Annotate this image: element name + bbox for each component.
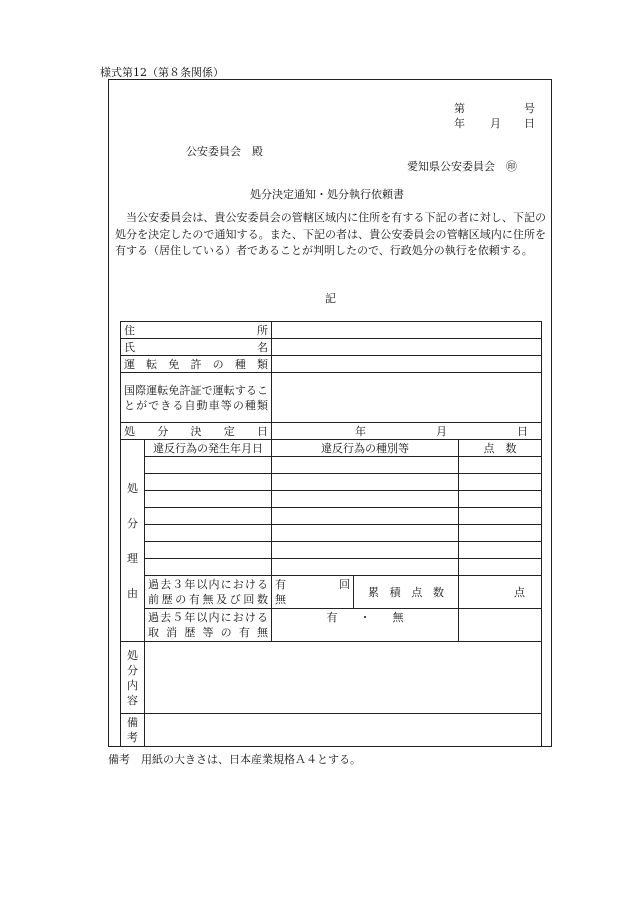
- violation-date-cell[interactable]: [145, 491, 272, 508]
- violation-points-cell[interactable]: [459, 474, 542, 491]
- violation-date-cell[interactable]: [145, 457, 272, 474]
- col-violation-date-header: 違反行為の発生年月日: [145, 440, 272, 457]
- date-month-label: 月: [490, 117, 501, 130]
- date-day-label: 日: [524, 117, 535, 130]
- violation-type-cell[interactable]: [272, 474, 459, 491]
- revocation-extra-cell: [459, 609, 542, 642]
- violation-points-cell[interactable]: [459, 559, 542, 576]
- document-number-suffix: 号: [524, 102, 535, 115]
- decision-date-field[interactable]: [272, 423, 542, 440]
- revocation-history-field[interactable]: 有 ・ 無: [272, 609, 459, 642]
- violation-date-cell[interactable]: [145, 559, 272, 576]
- intl-license-label: 国際運転免許証で運転することができる自動車等の種類: [121, 373, 272, 423]
- points-unit-label: 点: [514, 585, 526, 599]
- prior-no-label: 無: [275, 593, 286, 606]
- footer-note: 備考 用紙の大きさは、日本産業規格Ａ４とする。: [108, 753, 361, 766]
- violation-points-cell[interactable]: [459, 542, 542, 559]
- address-field[interactable]: [272, 322, 542, 339]
- date-year-label: 年: [454, 117, 465, 130]
- sender: 愛知県公安委員会 ㊞: [407, 160, 517, 173]
- name-label: 氏 名: [121, 339, 272, 356]
- remarks-label: 備 考: [121, 714, 145, 747]
- form-number: 様式第12（第８条関係）: [100, 66, 224, 79]
- license-type-label: 運転免許の種類: [121, 356, 272, 373]
- decision-year-label: 年: [355, 424, 366, 438]
- license-type-field[interactable]: [272, 356, 542, 373]
- content-label: 処 分 内 容: [121, 642, 145, 714]
- registration-table: [120, 321, 542, 747]
- prior-history-field[interactable]: [272, 576, 354, 609]
- violation-date-cell[interactable]: [145, 542, 272, 559]
- address-label: 住 所: [121, 322, 272, 339]
- violation-points-cell[interactable]: [459, 457, 542, 474]
- document-title: 処分決定通知・処分執行依頼書: [250, 188, 404, 201]
- intl-license-field[interactable]: [272, 373, 542, 423]
- violation-type-cell[interactable]: [272, 457, 459, 474]
- ki-heading: 記: [325, 292, 336, 305]
- violation-date-cell[interactable]: [145, 525, 272, 542]
- violation-type-cell[interactable]: [272, 508, 459, 525]
- prior-yes-label: 有: [275, 578, 286, 591]
- document-number-prefix: 第: [454, 102, 465, 115]
- prior-count-label: 回: [339, 578, 350, 591]
- cumulative-points-label: 累積点数: [354, 576, 459, 609]
- decision-month-label: 月: [436, 424, 447, 438]
- violation-points-cell[interactable]: [459, 525, 542, 542]
- violation-type-cell[interactable]: [272, 559, 459, 576]
- violation-points-cell[interactable]: [459, 508, 542, 525]
- decision-date-label: 処分決定日: [121, 423, 272, 440]
- revocation-history-label: 過去５年以内における取消歴等の有無: [145, 609, 272, 642]
- violation-type-cell[interactable]: [272, 542, 459, 559]
- violation-date-cell[interactable]: [145, 474, 272, 491]
- violation-type-cell[interactable]: [272, 491, 459, 508]
- reason-label: 処 分 理 由: [121, 440, 145, 642]
- addressee: 公安委員会 殿: [186, 145, 263, 158]
- cumulative-points-field[interactable]: [459, 576, 542, 609]
- content-field[interactable]: [145, 642, 542, 714]
- decision-day-label: 日: [517, 424, 528, 438]
- body-paragraph: 当公安委員会は、貴公安委員会の管轄区域内に住所を有する下記の者に対し、下記の処分を決定したので通知する。また、下記の者は、貴公安委員会の管轄区域内に住所を有する（居住している）者であることが判明したので、行政処分の執行を依頼する。: [115, 211, 546, 257]
- remarks-field[interactable]: [145, 714, 542, 747]
- prior-history-label: 過去３年以内における前歴の有無及び回数: [145, 576, 272, 609]
- violation-date-cell[interactable]: [145, 508, 272, 525]
- violation-type-cell[interactable]: [272, 525, 459, 542]
- violation-points-cell[interactable]: [459, 491, 542, 508]
- col-points-header: 点 数: [459, 440, 542, 457]
- name-field[interactable]: [272, 339, 542, 356]
- col-violation-type-header: 違反行為の種別等: [272, 440, 459, 457]
